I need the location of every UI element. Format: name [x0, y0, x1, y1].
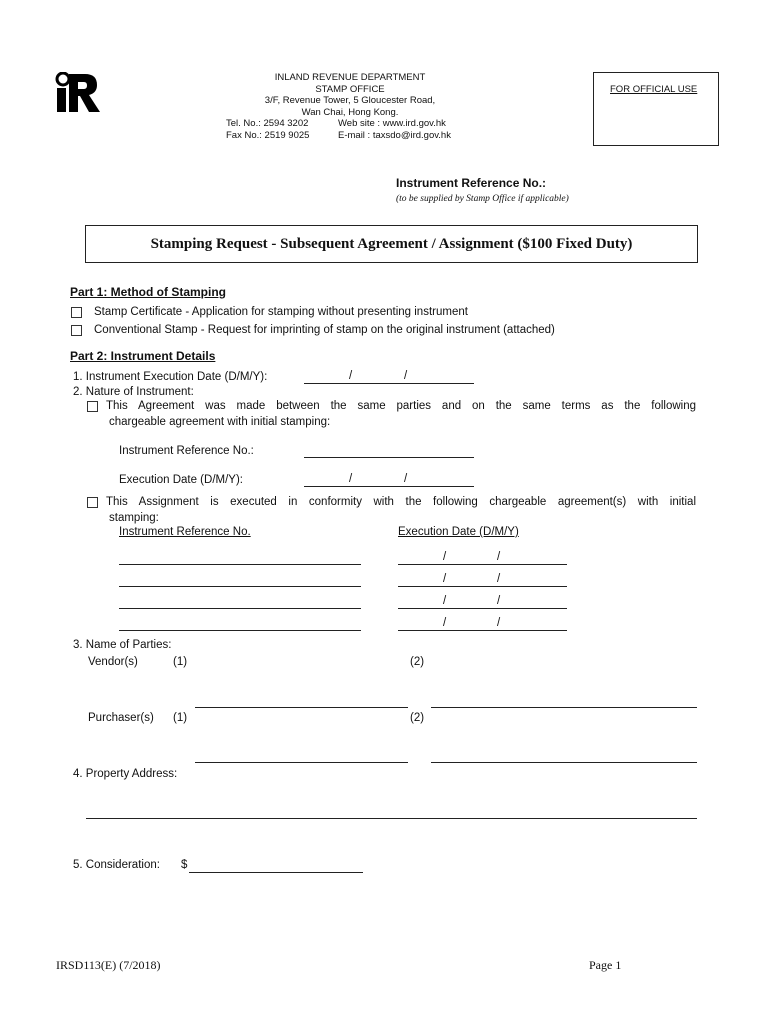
address-line-1: 3/F, Revenue Tower, 5 Gloucester Road,	[264, 95, 436, 106]
assignment-ref-field[interactable]	[119, 564, 361, 565]
ref-no-label: Instrument Reference No.:	[119, 445, 254, 457]
tel-number: Tel. No.: 2594 3202	[226, 118, 309, 129]
instrument-ref-label: Instrument Reference No.:	[396, 176, 547, 190]
vendor-1-field[interactable]	[195, 707, 408, 708]
fax-number: Fax No.: 2519 9025	[226, 129, 310, 141]
consideration-label: 5. Consideration:	[73, 859, 160, 871]
date-slash: /	[443, 595, 447, 607]
vendor-1-label: (1)	[173, 656, 188, 668]
purchaser-2-label: (2)	[410, 712, 425, 724]
assignment-ref-field[interactable]	[119, 586, 361, 587]
assignment-date-field[interactable]	[398, 608, 567, 609]
execution-date-field[interactable]	[304, 383, 474, 384]
vendor-2-field[interactable]	[431, 707, 697, 708]
date-slash: /	[404, 370, 408, 382]
part1-heading: Part 1: Method of Stamping	[70, 285, 226, 299]
date-slash: /	[349, 370, 353, 382]
assignment-checkbox[interactable]	[87, 497, 98, 508]
consideration-field[interactable]	[189, 872, 363, 873]
vendor-label: Vendor(s)	[88, 656, 138, 668]
ird-logo-graphic	[55, 72, 101, 114]
page-number: Page 1	[589, 958, 622, 972]
office-name: STAMP OFFICE	[315, 83, 385, 95]
office-header	[200, 72, 500, 141]
instrument-ref-note: (to be supplied by Stamp Office if applicable)	[396, 194, 569, 204]
date-slash: /	[497, 551, 501, 563]
exec-date-label: Execution Date (D/M/Y):	[119, 474, 243, 486]
form-title: Stamping Request - Subsequent Agreement / Assignment ($100 Fixed Duty)	[85, 225, 698, 263]
form-number: IRSD113(E) (7/2018)	[56, 958, 161, 972]
website-link[interactable]: Web site : www.ird.gov.hk	[338, 118, 446, 129]
date-slash: /	[443, 573, 447, 585]
assignment-ref-field[interactable]	[119, 608, 361, 609]
part2-heading: Part 2: Instrument Details	[70, 349, 216, 363]
official-use-box	[593, 72, 719, 146]
assignment-date-field[interactable]	[398, 630, 567, 631]
nature-label: 2. Nature of Instrument:	[73, 386, 194, 398]
purchaser-1-field[interactable]	[195, 762, 408, 763]
date-slash: /	[404, 473, 408, 485]
exec-date-field[interactable]	[304, 486, 474, 487]
purchaser-label: Purchaser(s)	[88, 712, 154, 724]
col-date-header: Execution Date (D/M/Y)	[398, 526, 519, 538]
date-slash: /	[443, 617, 447, 629]
date-slash: /	[349, 473, 353, 485]
conventional-stamp-checkbox[interactable]	[71, 325, 82, 336]
property-address-field[interactable]	[86, 818, 697, 819]
parties-label: 3. Name of Parties:	[73, 639, 172, 651]
agreement-text-2: chargeable agreement with initial stamping:	[109, 416, 331, 428]
date-slash: /	[497, 617, 501, 629]
address-line-2: Wan Chai, Hong Kong.	[301, 106, 399, 118]
agreement-text-1: This Agreement was made between the same parties and on the same terms as the following	[106, 400, 696, 412]
assignment-text-2: stamping:	[109, 512, 159, 524]
purchaser-1-label: (1)	[173, 712, 188, 724]
dept-name: INLAND REVENUE DEPARTMENT	[274, 72, 426, 83]
stamp-certificate-checkbox[interactable]	[71, 307, 82, 318]
property-address-label: 4. Property Address:	[73, 768, 178, 780]
date-slash: /	[497, 595, 501, 607]
agreement-checkbox[interactable]	[87, 401, 98, 412]
assignment-date-field[interactable]	[398, 586, 567, 587]
col-ref-header: Instrument Reference No.	[119, 526, 251, 538]
stamp-certificate-label: Stamp Certificate - Application for stamping without presenting instrument	[94, 306, 468, 318]
dollar-sign: $	[181, 859, 188, 871]
ref-no-field[interactable]	[304, 457, 474, 458]
assignment-text-1: This Assignment is executed in conformity with the following chargeable agreement(s) with initial	[106, 496, 696, 508]
email-link[interactable]: E-mail : taxsdo@ird.gov.hk	[338, 129, 451, 141]
assignment-ref-field[interactable]	[119, 630, 361, 631]
official-use-label: FOR OFFICIAL USE	[610, 84, 698, 95]
purchaser-2-field[interactable]	[431, 762, 697, 763]
vendor-2-label: (2)	[410, 656, 425, 668]
execution-date-label: 1. Instrument Execution Date (D/M/Y):	[73, 371, 268, 383]
date-slash: /	[497, 573, 501, 585]
ird-logo	[55, 72, 101, 114]
conventional-stamp-label: Conventional Stamp - Request for imprinting of stamp on the original instrument (attached)	[94, 324, 555, 336]
assignment-date-field[interactable]	[398, 564, 567, 565]
date-slash: /	[443, 551, 447, 563]
